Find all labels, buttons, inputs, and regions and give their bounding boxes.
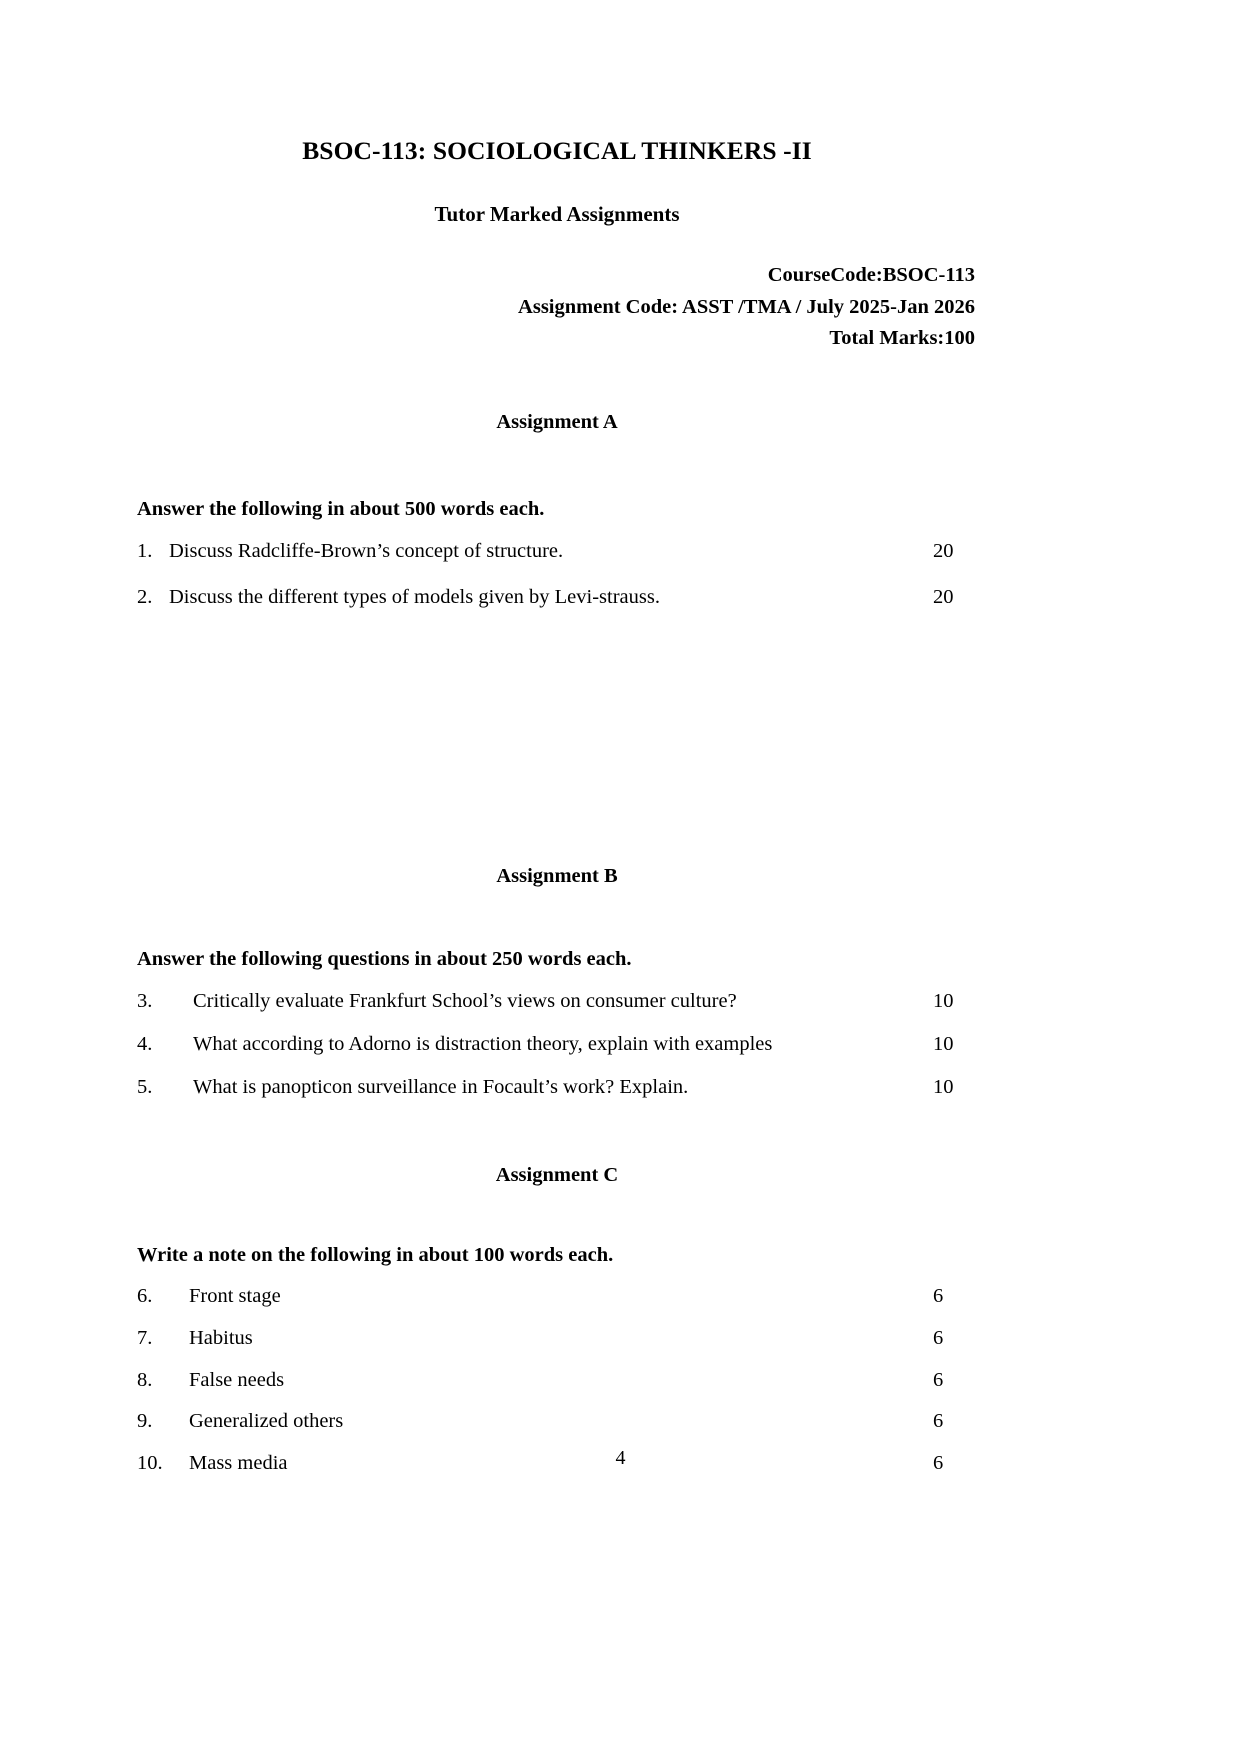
question-marks: 10: [933, 1033, 954, 1056]
assignment-b-heading: Assignment B: [496, 865, 618, 888]
question-marks: 6: [933, 1451, 944, 1474]
question-row: [137, 585, 977, 610]
question-number: 2.: [137, 585, 153, 608]
question-row: [137, 1326, 977, 1351]
question-number: 1.: [137, 540, 153, 563]
question-marks: 6: [933, 1368, 944, 1391]
assignment-code: Assignment Code: ASST /TMA / July 2025-Jan 2026: [518, 295, 975, 318]
question-text: Critically evaluate Frankfurt School’s views on consumer culture?: [193, 990, 737, 1013]
course-code: CourseCode:BSOC-113: [767, 264, 975, 287]
question-number: 6.: [137, 1285, 153, 1308]
page-title: BSOC-113: SOCIOLOGICAL THINKERS -II: [302, 136, 812, 165]
page-content: [137, 0, 977, 1492]
question-text: What according to Adorno is distraction theory, explain with examples: [193, 1033, 773, 1056]
assignment-c-instruction: Write a note on the following in about 100 words each.: [137, 1243, 614, 1266]
assignment-b-question-list: [137, 971, 977, 1099]
question-text: Discuss the different types of models given by Levi-strauss.: [169, 585, 660, 608]
question-text: Mass media: [189, 1451, 288, 1474]
question-marks: 6: [933, 1327, 944, 1350]
question-number: 7.: [137, 1327, 153, 1350]
course-info-block: [137, 226, 977, 353]
question-row: [137, 1409, 977, 1434]
question-number: 10.: [137, 1451, 163, 1474]
question-marks: 10: [933, 990, 954, 1013]
question-text: Discuss Radcliffe-Brown’s concept of structure.: [169, 540, 564, 563]
question-text: False needs: [189, 1368, 285, 1391]
question-row: [137, 1032, 977, 1057]
question-marks: 6: [933, 1410, 944, 1433]
question-marks: 20: [933, 585, 954, 608]
assignment-a-instruction: Answer the following in about 500 words each.: [137, 497, 545, 520]
question-marks: 10: [933, 1075, 954, 1098]
assignment-a-heading: Assignment A: [496, 410, 618, 433]
question-row: [137, 989, 977, 1014]
question-number: 9.: [137, 1410, 153, 1433]
assignment-c-question-list: [137, 1267, 977, 1475]
question-row: [137, 1368, 977, 1393]
assignment-b-instruction: Answer the following questions in about 250 words each.: [137, 947, 632, 970]
document-subtitle: Tutor Marked Assignments: [434, 202, 680, 227]
question-number: 3.: [137, 990, 153, 1013]
question-row: [137, 1284, 977, 1309]
total-marks: Total Marks:100: [829, 326, 975, 349]
assignment-a-question-list: [137, 521, 977, 609]
question-text: Habitus: [189, 1327, 253, 1350]
question-text: Front stage: [189, 1285, 281, 1308]
question-number: 5.: [137, 1075, 153, 1098]
question-marks: 20: [933, 540, 954, 563]
page-number: 4: [615, 1447, 626, 1469]
assignment-c-heading: Assignment C: [495, 1164, 619, 1187]
question-number: 8.: [137, 1368, 153, 1391]
question-row: [137, 539, 977, 564]
question-text: Generalized others: [189, 1410, 344, 1433]
question-marks: 6: [933, 1285, 944, 1308]
question-row: [137, 1075, 977, 1100]
question-text: What is panopticon surveillance in Focault’s work? Explain.: [193, 1075, 689, 1098]
question-number: 4.: [137, 1033, 153, 1056]
